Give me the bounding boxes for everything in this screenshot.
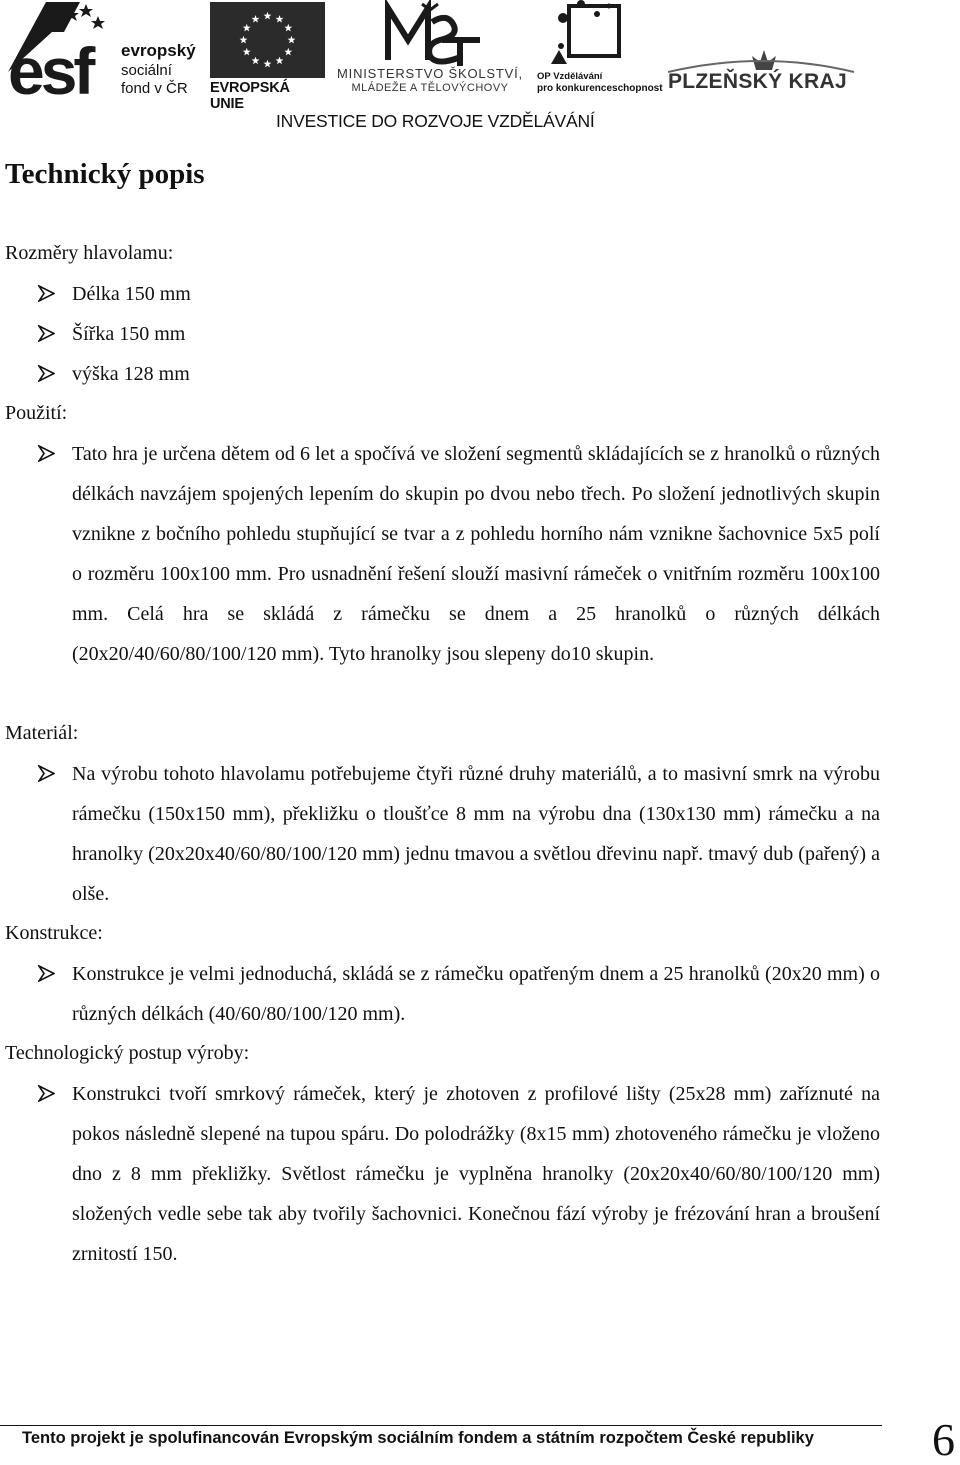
- arrow-bullet-icon: [38, 325, 55, 342]
- msmt-line-1: MINISTERSTVO ŠKOLSTVÍ,: [337, 66, 523, 81]
- esf-mark-icon: [8, 2, 118, 98]
- section-label-pouziti: Použití:: [5, 402, 68, 424]
- eu-logo: [210, 2, 325, 112]
- esf-logo: [8, 2, 203, 98]
- msmt-line-2: MLÁDEŽE A TĚLOVÝCHOVY: [351, 82, 509, 94]
- pk-crown-icon: [668, 40, 858, 74]
- page-number: 6: [932, 1414, 955, 1465]
- op-mark-icon: [533, 0, 663, 70]
- section-label-konstrukce: Konstrukce:: [5, 922, 103, 944]
- section-label-rozmery: Rozměry hlavolamu:: [5, 242, 174, 264]
- arrow-bullet-icon: [38, 1085, 55, 1102]
- footer-text: Tento projekt je spolufinancován Evropským sociálním fondem a státním rozpočtem České republiky: [22, 1429, 814, 1447]
- eu-flag-icon: [210, 2, 325, 78]
- esf-line-3: fond v ČR: [121, 80, 188, 97]
- msmt-logo: [330, 0, 530, 96]
- esf-line-2: sociální: [121, 62, 172, 79]
- arrow-bullet-icon: [38, 285, 55, 302]
- list-item-text: Tato hra je určena dětem od 6 let a spočívá ve složení segmentů skládajících se z hranolků o různých délkách navzájem spojených lepením do skupin po dvou nebo třech. Po složení jednotlivých skupin vznikne z bočního pohledu stupňující se tvar a z pohledu horního nám vznikne šachovnice 5x5 polí o rozměru 100x100 mm. Pro usnadnění řešení slouží masivní rámeček o vnitřním rozměru 100x100 mm. Celá hra se skládá z rámečku se dnem a 25 hranolků o různých délkách (20x20/40/60/80/100/120 mm). Tyto hranolky jsou slepeny do10 skupin.: [72, 443, 880, 665]
- section-label-technologicky-postup: Technologický postup výroby:: [5, 1042, 250, 1064]
- footer-rule: [0, 1425, 882, 1426]
- arrow-bullet-icon: [38, 765, 55, 782]
- eu-label: EVROPSKÁ UNIE: [210, 80, 290, 112]
- list-item-text: Na výrobu tohoto hlavolamu potřebujeme čtyři různé druhy materiálů, a to masivní smrk na výrobu rámečku (150x150 mm), překližku o tloušťce 8 mm na výrobu dna (130x130 mm) rámečku a na hranolky (20x20x40/60/80/100/120 mm) jednu tmavou a světlou dřevinu např. tmavý dub (pařený) a olše.: [72, 763, 880, 905]
- list-item-text: Šířka 150 mm: [72, 323, 186, 345]
- msmt-mark-icon: [330, 0, 530, 66]
- list-item-text: Konstrukce je velmi jednoduchá, skládá se z rámečku opatřeným dnem a 25 hranolků (20x20 mm) o různých délkách (40/60/80/100/120 mm).: [72, 963, 880, 1025]
- op-line-2: pro konkurenceschopnost: [537, 83, 663, 94]
- svg-text:esf: esf: [8, 34, 92, 98]
- investice-slogan: INVESTICE DO ROZVOJE VZDĚLÁVÁNÍ: [276, 111, 595, 131]
- list-item-text: výška 128 mm: [72, 363, 190, 385]
- arrow-bullet-icon: [38, 965, 55, 982]
- op-logo: [533, 0, 663, 96]
- section-label-material: Materiál:: [5, 722, 79, 744]
- pk-label: PLZEŇSKÝ KRAJ: [668, 70, 847, 93]
- list-item-text: Délka 150 mm: [72, 283, 191, 305]
- logo-header: [0, 0, 960, 140]
- arrow-bullet-icon: [38, 365, 55, 382]
- esf-line-1: evropský: [121, 41, 196, 60]
- document-title: Technický popis: [5, 158, 205, 190]
- arrow-bullet-icon: [38, 445, 55, 462]
- list-item-text: Konstrukci tvoří smrkový rámeček, který je zhotoven z profilové lišty (25x28 mm) zaříznuté na pokos následně slepené na tupou spáru. Do polodrážky (8x15 mm) zhotoveného rámečku je vloženo dno z 8 mm překližky. Světlost rámečku je vyplněna hranolky (20x20x40/60/80/100/120 mm) složených vedle sebe tak aby tvořily šachovnici. Konečnou fází výroby je frézování hran a broušení zrnitostí 150.: [72, 1083, 880, 1265]
- plzensky-kraj-logo: [668, 40, 858, 100]
- op-line-1: OP Vzdělávání: [537, 71, 603, 82]
